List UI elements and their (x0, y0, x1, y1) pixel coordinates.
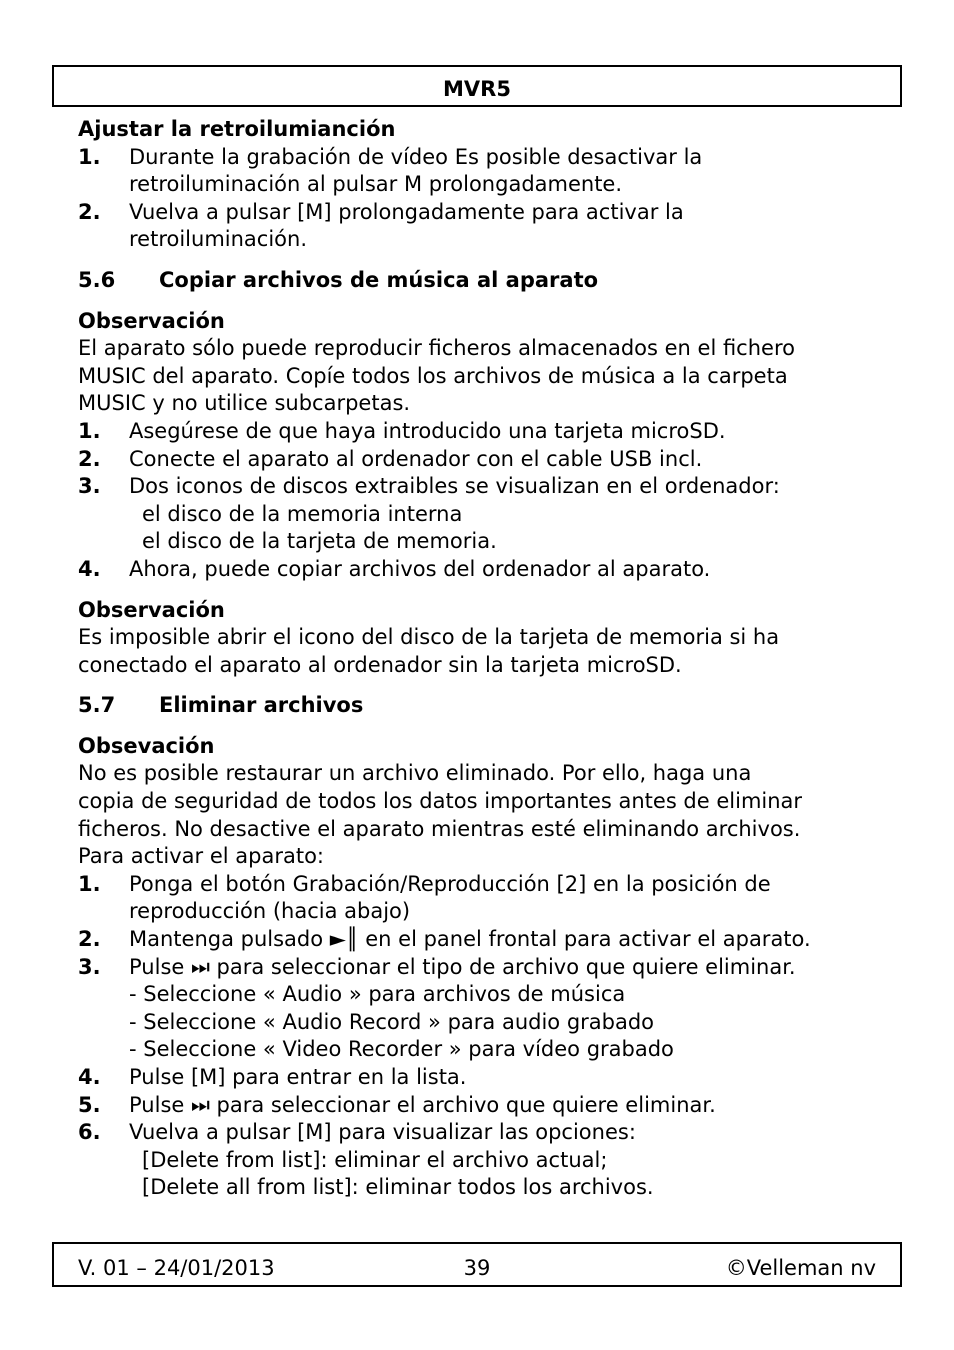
list-item: 1. Ponga el botón Grabación/Reproducción [2] en la posición de reproducción (hacia abajo) (78, 871, 771, 924)
sub-item: - Seleccione « Audio » para archivos de música (129, 982, 626, 1007)
footer-page-number: 39 (463, 1256, 491, 1280)
note-heading: Observación (78, 597, 225, 622)
list-item: 3. Dos iconos de discos extraibles se visualizan en el ordenador: (78, 474, 780, 499)
section-heading-5-7: 5.7 Eliminar archivos (78, 693, 364, 718)
sub-item: el disco de la memoria interna (142, 501, 463, 526)
sub-item: - Seleccione « Audio Record » para audio grabado (129, 1009, 655, 1034)
list-item: 4. Ahora, puede copiar archivos del ordenador al aparato. (78, 556, 711, 581)
sub-item: [Delete from list]: eliminar el archivo actual; (142, 1147, 608, 1172)
sub-item: [Delete all from list]: eliminar todos los archivos. (142, 1175, 654, 1200)
sub-item: el disco de la tarjeta de memoria. (142, 529, 497, 554)
list-item: 3. Pulse ⏭ para seleccionar el tipo de archivo que quiere eliminar. (78, 954, 796, 979)
list-item: 4. Pulse [M] para entrar en la lista. (78, 1065, 467, 1089)
list-item: 5. Pulse ⏭ para seleccionar el archivo que quiere eliminar. (78, 1092, 716, 1117)
note-text: No es posible restaurar un archivo eliminado. Por ello, haga una copia de seguridad de todos los datos importantes antes de eliminar ficheros. No desactive el aparato mientras esté eliminando archivos. Para activar el aparato: (78, 761, 803, 869)
note-text: El aparato sólo puede reproducir ficheros almacenados en el fichero MUSIC del aparato. Copíe todos los archivos de música a la carpeta MUSIC y no utilice subcarpetas. (78, 336, 795, 416)
footer-version: V. 01 – 24/01/2013 (78, 1256, 275, 1280)
note-heading: Observación (78, 308, 225, 333)
list-item: 2. Mantenga pulsado ►║ en el panel frontal para activar el aparato. (78, 927, 811, 952)
page-content (78, 116, 878, 1202)
list-item: 1. Asegúrese de que haya introducido una tarjeta microSD. (78, 418, 726, 443)
note-text: Es imposible abrir el icono del disco de la tarjeta de memoria si ha conectado el aparato al ordenador sin la tarjeta microSD. (78, 625, 780, 677)
heading-backlight: Ajustar la retroilumianción (78, 117, 396, 141)
header-box (52, 65, 902, 107)
section-heading-5-6: 5.6 Copiar archivos de música al aparato (78, 267, 599, 292)
footer-copyright: ©Velleman nv (725, 1256, 876, 1280)
footer-box (52, 1242, 902, 1287)
header-title: MVR5 (443, 77, 511, 101)
list-item: 1. Durante la grabación de vídeo Es posible desactivar la retroiluminación al pulsar M prolongadamente. (78, 144, 703, 197)
list-item: 2. Vuelva a pulsar [M] prolongadamente para activar la retroiluminación. (78, 199, 684, 252)
note-heading: Obsevación (78, 733, 215, 758)
list-item: 2. Conecte el aparato al ordenador con el cable USB incl. (78, 446, 703, 471)
list-item: 6. Vuelva a pulsar [M] para visualizar las opciones: (78, 1120, 636, 1145)
sub-item: - Seleccione « Video Recorder » para vídeo grabado (129, 1037, 674, 1062)
